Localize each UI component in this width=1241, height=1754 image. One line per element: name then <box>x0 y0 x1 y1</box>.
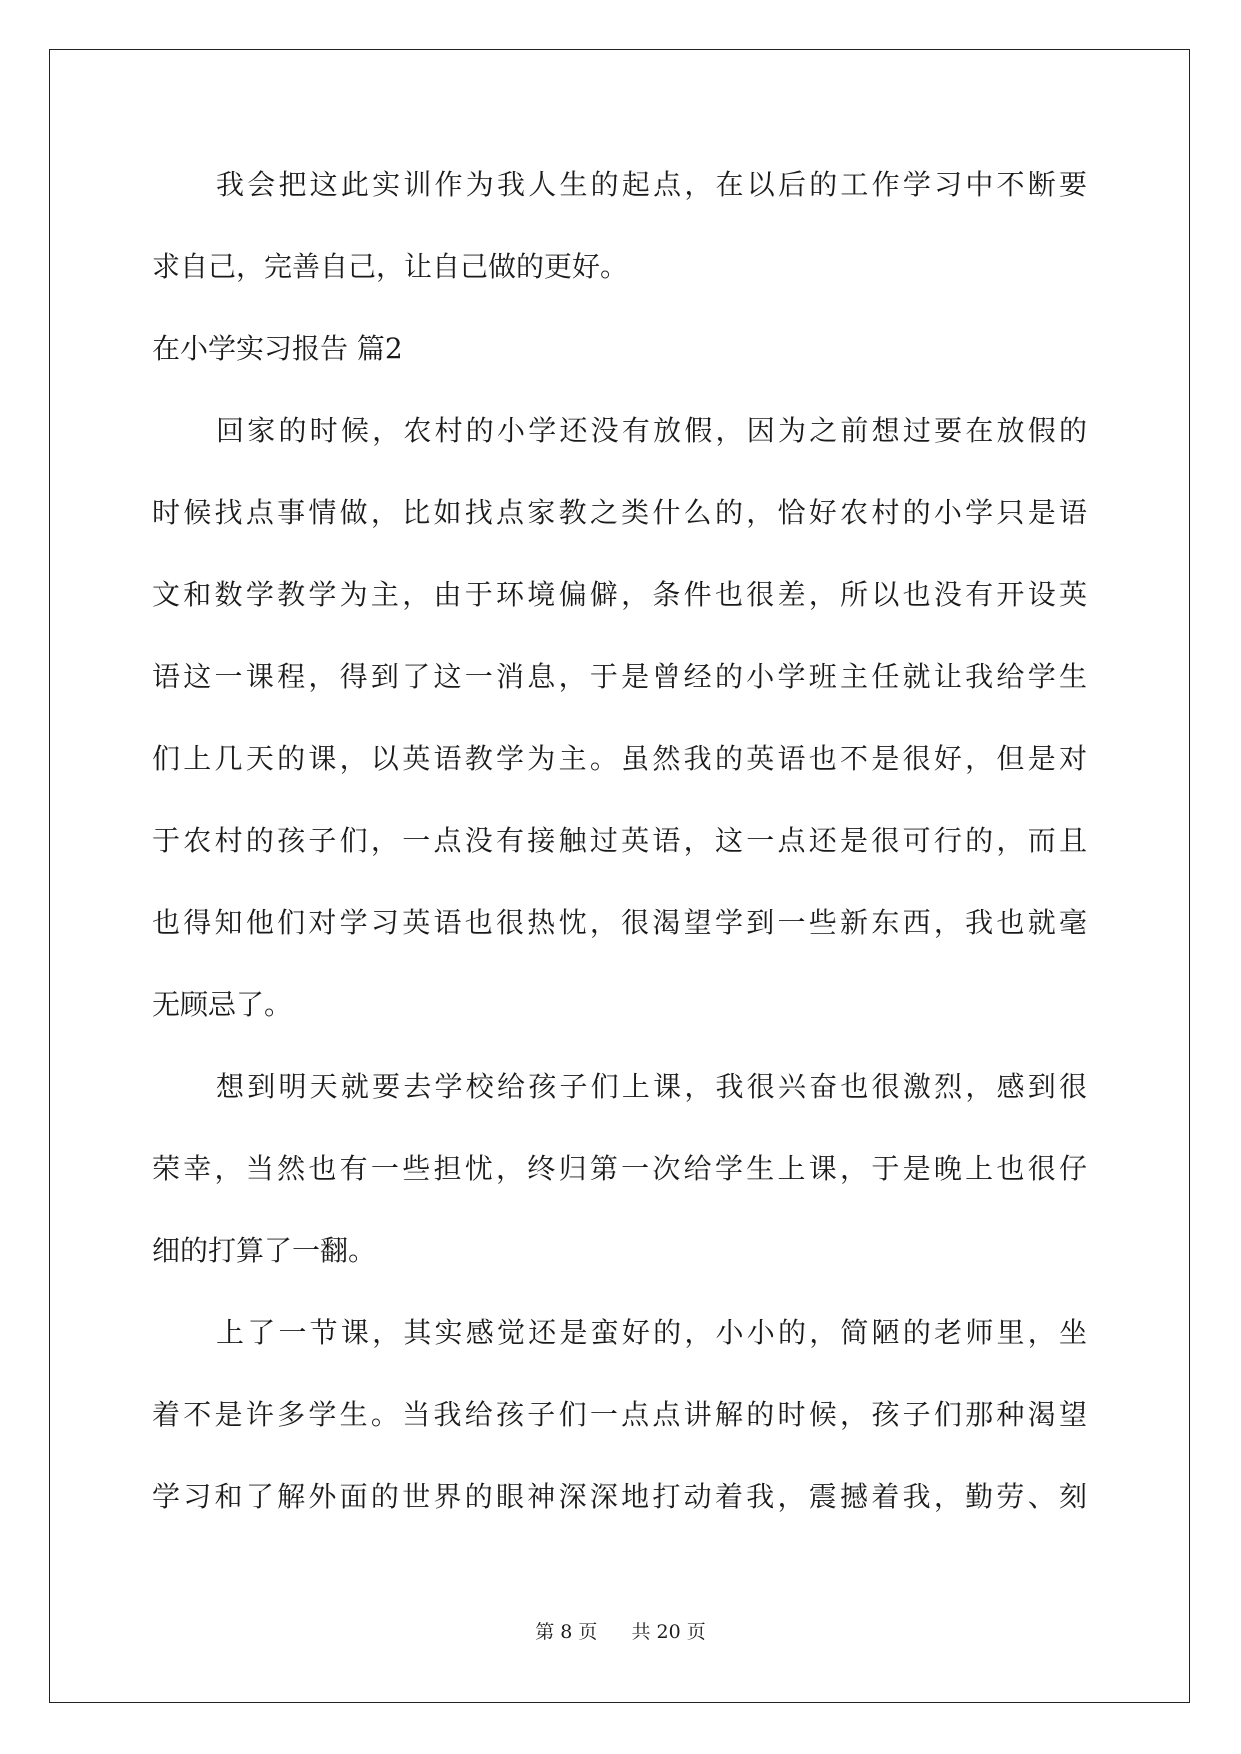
body-line: 荣幸，当然也有一些担忧，终归第一次给学生上课，于是晚上也很仔 <box>152 1152 1087 1185</box>
section-heading: 在小学实习报告 篇2 <box>152 332 403 365</box>
body-line: 语这一课程，得到了这一消息，于是曾经的小学班主任就让我给学生 <box>152 660 1087 693</box>
body-line: 我会把这此实训作为我人生的起点，在以后的工作学习中不断要 <box>216 168 1087 201</box>
body-line: 学习和了解外面的世界的眼神深深地打动着我，震撼着我，勤劳、刻 <box>152 1480 1087 1513</box>
body-line: 求自己，完善自己，让自己做的更好。 <box>152 250 629 283</box>
body-line: 着不是许多学生。当我给孩子们一点点讲解的时候，孩子们那种渴望 <box>152 1398 1087 1431</box>
body-line: 们上几天的课，以英语教学为主。虽然我的英语也不是很好，但是对 <box>152 742 1087 775</box>
body-line: 无顾忌了。 <box>152 988 293 1021</box>
page-number: 第 8 页 <box>535 1621 598 1643</box>
body-line: 细的打算了一翻。 <box>152 1234 377 1267</box>
page-footer <box>0 1617 1241 1644</box>
body-line: 回家的时候，农村的小学还没有放假，因为之前想过要在放假的 <box>216 414 1087 447</box>
document-body <box>152 160 1087 1554</box>
body-line: 文和数学教学为主，由于环境偏僻，条件也很差，所以也没有开设英 <box>152 578 1087 611</box>
page-total: 共 20 页 <box>631 1621 706 1643</box>
body-line: 也得知他们对学习英语也很热忱，很渴望学到一些新东西，我也就毫 <box>152 906 1087 939</box>
body-line: 想到明天就要去学校给孩子们上课，我很兴奋也很激烈，感到很 <box>216 1070 1087 1103</box>
body-line: 上了一节课，其实感觉还是蛮好的，小小的，简陋的老师里，坐 <box>216 1316 1087 1349</box>
body-line: 于农村的孩子们，一点没有接触过英语，这一点还是很可行的，而且 <box>152 824 1087 857</box>
body-line: 时候找点事情做，比如找点家教之类什么的，恰好农村的小学只是语 <box>152 496 1087 529</box>
